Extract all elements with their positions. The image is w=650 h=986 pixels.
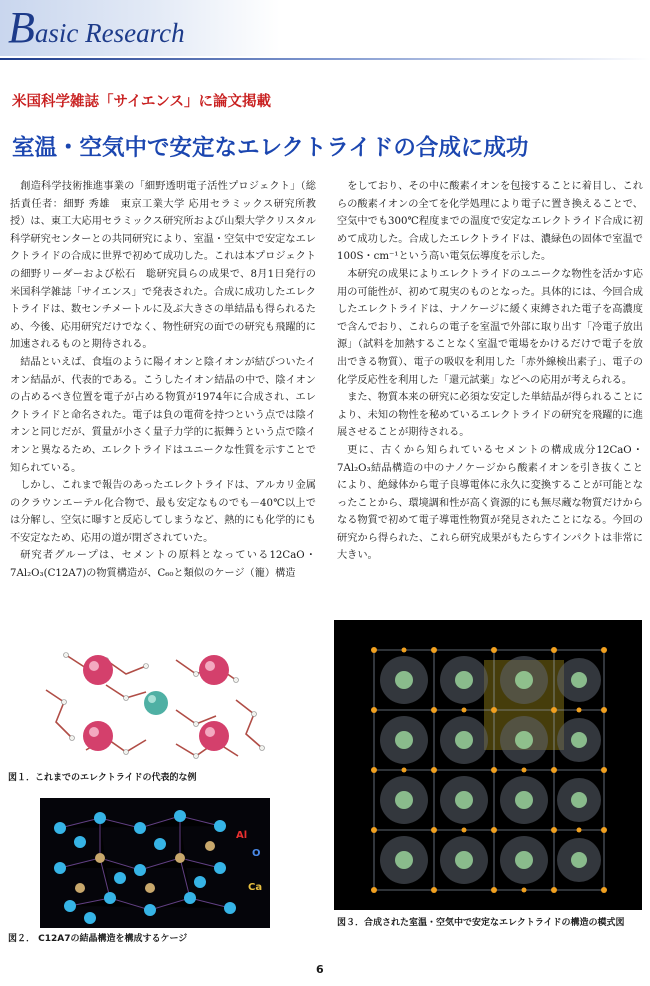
body-paragraph: 更に、古くから知られているセメントの構成成分12CaO・7Al₂O₃結晶構造の中のナノケージから酸素イオンを引き抜くことにより、絶縁体から電子良導電体に永久に変換することが可能となったことから、環境調和性が高く資源的にも無尽蔵な物質だけからなる物質で初めて電子導電性物質が発見されたことになる。今回の研究から得られた、これら研究成果がもたらすインパクトは非常に大きい。 [337,444,643,562]
article-kicker: 米国科学雑誌「サイエンス」に論文掲載 [12,94,271,110]
figure-3-caption: 図３．合成された室温・空気中で安定なエレクトライドの構造の模式図 [337,918,625,928]
page-number: 6 [316,963,324,976]
body-paragraph: また、物質本来の研究に必須な安定した単結晶が得られることにより、未知の物性を秘めているエレクトライドの研究を飛躍的に進展させることが期待される。 [337,392,643,439]
figure-2-image [40,798,270,928]
section-header [0,0,650,72]
legend-o-label: O [252,848,261,859]
body-paragraph: 本研究の成果によりエレクトライドのユニークな物性を活かす応用の可能性が、初めて現実のものとなった。具体的には、今回合成したエレクトライドは、ナノケージに緩く束縛された電子を高濃度で含んでおり、これらの電子を室温で外部に取り出す「冷電子放出源」（試料を加熱することなく室温で電場をかけるだけで電子を放出できる物質）、電子の吸収を利用した「赤外線検出素子」、電子の化学反応性を利用した「還元試薬」などへの応用が考えられる。 [337,268,643,386]
header-rule [0,58,650,60]
figure-1-image [6,640,316,765]
body-paragraph: しかし、これまで報告のあったエレクトライドは、アルカリ金属のクラウンエーテル化合物で、最も安定なものでも－40℃以上では分解し、空気に曝すと反応してしまうなど、熱的にも化学的にも不安定なため、応用の道が閉ざされていた。 [10,480,316,544]
article-headline: 室温・空気中で安定なエレクトライドの合成に成功 [12,135,529,161]
section-title-initial: B [8,3,35,52]
body-paragraph: 研究者グループは、セメントの原料となっている12CaO・7Al₂O₃(C12A7)の物質構造が、C₆₀と類似のケージ（籠）構造 [10,550,316,580]
figure-1-caption: 図１．これまでのエレクトライドの代表的な例 [8,773,197,783]
section-title [8,3,185,52]
body-column-left [10,178,316,583]
body-column-right [337,178,643,565]
body-paragraph: をしており、その中に酸素イオンを包接することに着目し、これらの酸素イオンの全てを化学処理により電子に置き換えることで、空気中でも300℃程度までの温度で安定なエレクトライド合成に初めて成功した。合成したエレクトライドは、濃緑色の固体で室温で100S・cm⁻¹という高い電気伝導度を示した。 [337,181,643,263]
body-paragraph: 結晶といえば、食塩のように陽イオンと陰イオンが結びついたイオン結晶が、代表的である。こうしたイオン結晶の中で、陰イオンの占めるべき位置を電子が占める物質が1974年に合成され、エレクトライドと命名された。電子は負の電荷を持つという点では陰イオンと同じだが、質量が小さく量子力学的に振舞うという点で陰イオンと異なるため、エレクトライドはユニークな性質を示すことで知られている。 [10,356,316,474]
legend-ca-label: Ca [248,882,263,893]
section-title-rest: asic Research [34,18,185,48]
legend-al-label: Al [236,830,248,841]
figure-2-caption: 図２． C12A7の結晶構造を構成するケージ [8,934,188,944]
figure-3-image [334,620,642,910]
body-paragraph: 創造科学技術推進事業の「細野透明電子活性プロジェクト」（総括責任者：細野 秀雄 東京工業大学 応用セラミックス研究所教授）は、東工大応用セラミックス研究所および山梨大学クリスタル科学研究センターとの共同研究により、室温・空気中で安定なエレクトライドの合成に世界で初めて成功した。これは本プロジェクトの細野リーダーおよび松石 聡研究員らの成果で、8月1日発行の米国科学雑誌「サイエンス」で発表された。合成に成功したエレクトライドは、数センチメートルに及ぶ大きさの単結晶も得られるため、今後、応用研究だけでなく、物性研究の面での研究も飛躍的に加速されるものと期待される。 [10,181,316,351]
